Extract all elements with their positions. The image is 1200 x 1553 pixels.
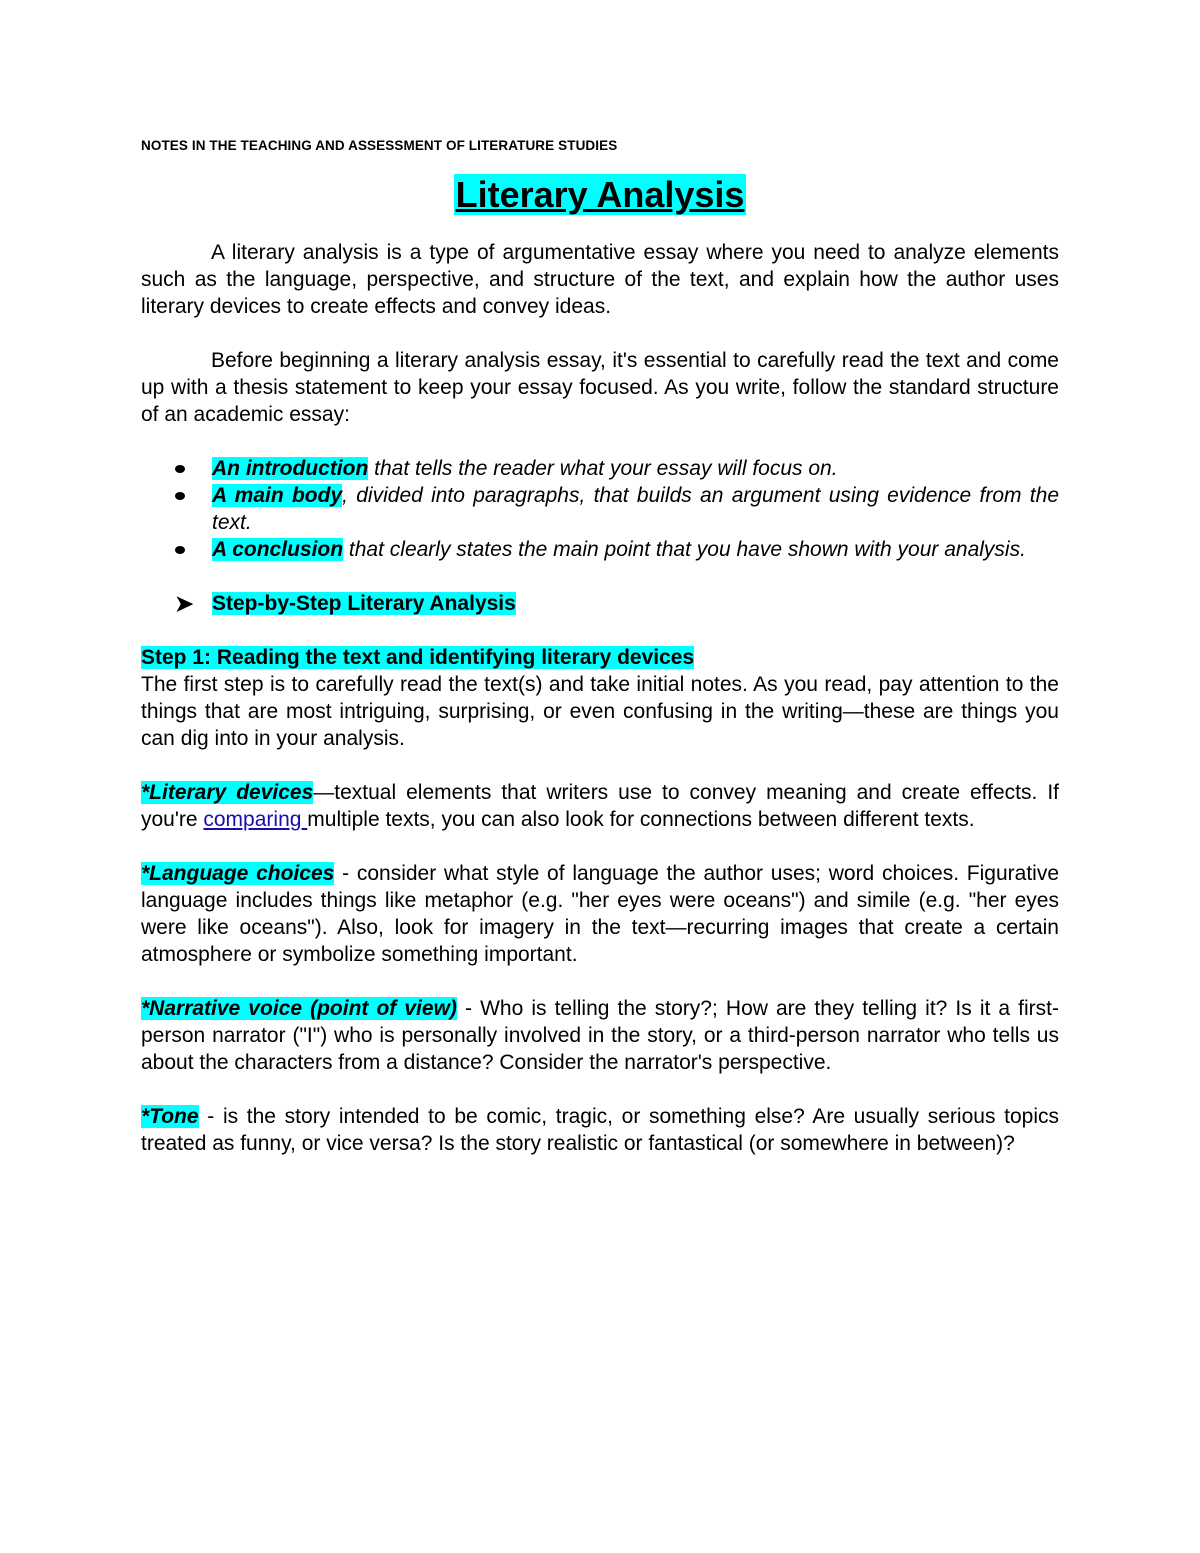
list-item [141, 536, 1059, 563]
page-title: Literary Analysis [455, 174, 745, 215]
intro-paragraph-1: A literary analysis is a type of argumentative essay where you need to analyze elements such as the language, perspective, and structure of the text, and explain how the author uses literary devices to create effects and convey ideas. [141, 241, 1059, 318]
bullet-dot-icon [175, 465, 185, 473]
language-choices-paragraph [141, 860, 1059, 968]
tone-text: - is the story intended to be comic, tragic, or something else? Are usually serious topics treated as funny, or vice versa? Is the story realistic or fantastical (or somewhere in between)? [141, 1105, 1059, 1155]
arrow-bullet-icon: ➤ [175, 591, 194, 616]
bullet-text: , divided into paragraphs, that builds an argument using evidence from the text. [212, 484, 1059, 534]
narrative-voice-term: *Narrative voice (point of view) [141, 997, 457, 1020]
comparing-link[interactable]: comparing [203, 808, 308, 831]
intro-paragraph-2: Before beginning a literary analysis essay, it's essential to carefully read the text and come up with a thesis statement to keep your essay focused. As you write, follow the standard structure of an academic essay: [141, 349, 1059, 426]
language-choices-term: *Language choices [141, 862, 335, 885]
step1-heading-row [141, 644, 1059, 671]
tone-paragraph [141, 1103, 1059, 1157]
essay-structure-list [141, 455, 1059, 563]
bullet-term: A main body [212, 484, 343, 507]
literary-devices-paragraph [141, 779, 1059, 833]
section-heading: Step-by-Step Literary Analysis [212, 592, 516, 615]
bullet-text: that clearly states the main point that you have shown with your analysis. [343, 538, 1026, 561]
narrative-voice-paragraph [141, 995, 1059, 1076]
tone-term: *Tone [141, 1105, 199, 1128]
bullet-term: An introduction [212, 457, 369, 480]
title-wrap [141, 173, 1059, 217]
bullet-text: that tells the reader what your essay will focus on. [368, 457, 838, 480]
narrative-voice-text: - Who is telling the story?; How are they telling it? Is it a first-person narrator ("I") who is personally involved in the story, or a third-person narrator who tells us about the characters from a distance? Consider the narrator's perspective. [141, 997, 1059, 1074]
section-heading-row [141, 590, 1059, 617]
bullet-dot-icon [175, 546, 185, 554]
step1-body: The first step is to carefully read the text(s) and take initial notes. As you read, pay attention to the things that are most intriguing, surprising, or even confusing in the writing—these are things you can dig into in your analysis. [141, 673, 1059, 750]
bullet-dot-icon [175, 492, 185, 500]
document-page [141, 138, 1059, 1157]
literary-devices-text: —textual elements that writers use to convey meaning and create effects. If you're [141, 781, 1059, 831]
document-header: NOTES IN THE TEACHING AND ASSESSMENT OF LITERATURE STUDIES [141, 138, 618, 153]
list-item [141, 455, 1059, 482]
literary-devices-term: *Literary devices [141, 781, 314, 804]
step1-heading: Step 1: Reading the text and identifying literary devices [141, 646, 695, 669]
language-choices-text: - consider what style of language the author uses; word choices. Figurative language includes things like metaphor (e.g. "her eyes were oceans") and simile (e.g. "her eyes were like oceans"). Also, look for imagery in the text—recurring images that create a certain atmosphere or symbolize something important. [141, 862, 1060, 966]
list-item [141, 482, 1059, 536]
bullet-term: A conclusion [212, 538, 344, 561]
literary-devices-text-end: multiple texts, you can also look for connections between different texts. [307, 808, 975, 831]
